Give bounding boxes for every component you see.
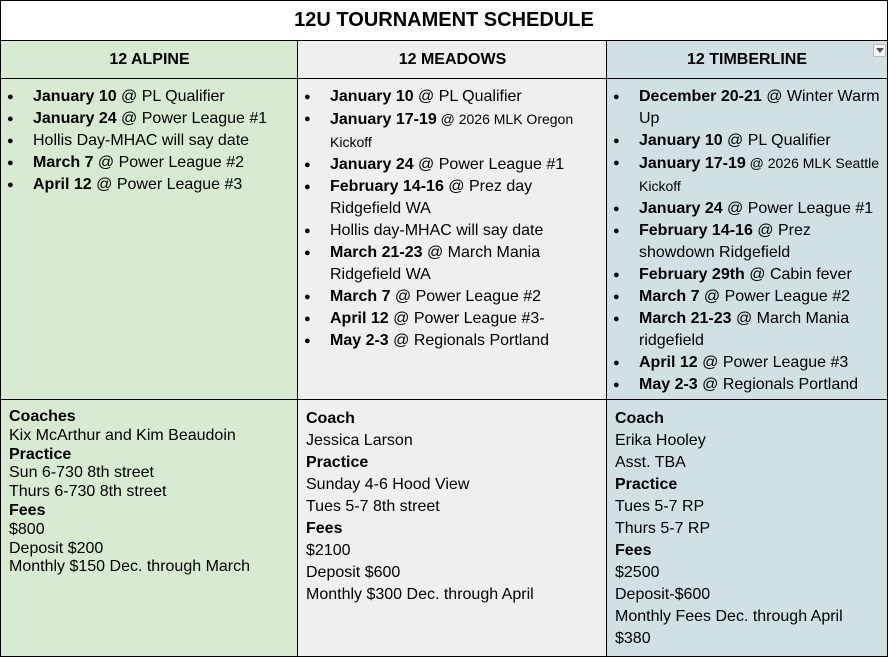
schedule-item xyxy=(639,352,887,374)
info-line: Deposit $600 xyxy=(306,564,401,581)
schedule-event: @ Power League #1 xyxy=(722,200,874,217)
schedule-item xyxy=(639,286,887,308)
schedule-event: @ Cabin fever xyxy=(744,266,852,283)
schedule-date: February 29th xyxy=(639,266,745,283)
schedule-item xyxy=(330,86,607,108)
schedule-list xyxy=(607,86,887,396)
schedule-event: @ Power League #1 xyxy=(413,156,565,173)
schedule-event: @ 2026 MLK Oregon Kickoff xyxy=(330,111,574,150)
info-line: Asst. TBA xyxy=(615,454,686,471)
schedule-date: January 17-19 xyxy=(330,111,437,128)
schedule-item xyxy=(330,108,607,154)
schedule-date: February 14-16 xyxy=(330,178,444,195)
schedule-date: January 10 xyxy=(330,88,414,105)
info-heading: Practice xyxy=(615,476,678,493)
schedule-item xyxy=(330,176,607,220)
schedule-event: @ Power League #3- xyxy=(388,310,545,327)
schedule-date: January 24 xyxy=(330,156,414,173)
schedule-list xyxy=(298,86,607,352)
schedule-event: @ PL Qualifier xyxy=(413,88,522,105)
info-heading: Coach xyxy=(306,410,355,427)
schedule-item xyxy=(33,174,298,196)
info-line: Sunday 4-6 Hood View xyxy=(306,476,470,493)
schedule-list xyxy=(1,86,298,196)
schedule-item xyxy=(330,308,607,330)
schedule-event: @ March Mania Ridgefield WA xyxy=(330,244,541,283)
info-heading: Coach xyxy=(615,410,664,427)
schedule-date: March 7 xyxy=(639,288,700,305)
schedule-item xyxy=(33,86,298,108)
info-line: Deposit-$600 xyxy=(615,586,711,603)
info-heading: Practice xyxy=(306,454,369,471)
schedule-event: @ Power League #1 xyxy=(116,110,268,127)
schedule-event: @ Power League #2 xyxy=(699,288,851,305)
schedule-item xyxy=(639,374,887,396)
schedule-date: April 12 xyxy=(639,354,698,371)
schedule-item xyxy=(639,198,887,220)
schedule-item xyxy=(639,220,887,264)
info-line: $800 xyxy=(9,520,45,538)
info-line: $2100 xyxy=(306,542,351,559)
info-line: Erika Hooley xyxy=(615,432,706,449)
info-line: Kix McArthur and Kim Beaudoin xyxy=(9,426,236,444)
schedule-event: Hollis day-MHAC will say date xyxy=(330,222,544,239)
schedule-event: @ PL Qualifier xyxy=(116,88,225,105)
table-title: 12U TOURNAMENT SCHEDULE xyxy=(0,0,888,41)
schedule-event: @ Power League #2 xyxy=(93,154,245,171)
column-header-meadows: 12 MEADOWS xyxy=(298,41,607,79)
info-heading: Practice xyxy=(9,445,72,463)
schedule-date: March 21-23 xyxy=(330,244,423,261)
schedule-date: April 12 xyxy=(330,310,389,327)
schedule-date: January 24 xyxy=(639,200,723,217)
info-line: Tues 5-7 8th street xyxy=(306,498,440,515)
column-alpine xyxy=(0,41,298,657)
schedule-item xyxy=(639,264,887,286)
schedule-item xyxy=(330,154,607,176)
schedule-item xyxy=(639,86,887,130)
column-header-alpine: 12 ALPINE xyxy=(1,41,298,79)
schedule-item xyxy=(639,130,887,152)
schedule-item xyxy=(330,242,607,286)
schedule-date: April 12 xyxy=(33,176,92,193)
info-line: Thurs 6-730 8th street xyxy=(9,483,167,501)
info-line: Sun 6-730 8th street xyxy=(9,464,154,482)
schedule-event: @ PL Qualifier xyxy=(722,132,831,149)
schedule-cell-meadows xyxy=(298,79,607,400)
schedule-event: @ Prez day Ridgefield WA xyxy=(330,178,533,217)
schedule-date: May 2-3 xyxy=(639,376,698,393)
schedule-event: @ Regionals Portland xyxy=(388,332,550,349)
schedule-event: @ Prez showdown Ridgefield xyxy=(639,222,811,261)
info-cell-meadows xyxy=(298,400,607,656)
schedule-item xyxy=(33,130,298,152)
schedule-event: @ Winter Warm Up xyxy=(639,88,880,127)
column-timberline xyxy=(606,41,888,657)
schedule-event: Hollis Day-MHAC will say date xyxy=(33,132,250,149)
column-header-label: 12 TIMBERLINE xyxy=(686,50,807,68)
info-cell-alpine xyxy=(1,400,298,656)
schedule-item xyxy=(33,108,298,130)
info-line: Deposit $200 xyxy=(9,539,104,557)
schedule-item xyxy=(33,152,298,174)
schedule-item xyxy=(639,152,887,198)
schedule-date: January 17-19 xyxy=(639,155,746,172)
column-header-timberline xyxy=(607,41,887,79)
schedule-item xyxy=(330,286,607,308)
column-meadows xyxy=(297,41,607,657)
schedule-date: May 2-3 xyxy=(330,332,389,349)
schedule-event: @ Power League #2 xyxy=(390,288,542,305)
schedule-event: @ Power League #3 xyxy=(91,176,243,193)
info-line: Tues 5-7 RP xyxy=(615,498,705,515)
info-heading: Fees xyxy=(9,501,46,519)
info-line: Monthly $150 Dec. through March xyxy=(9,558,251,576)
schedule-item xyxy=(639,308,887,352)
schedule-item xyxy=(330,220,607,242)
info-heading: Fees xyxy=(306,520,343,537)
schedule-event: @ 2026 MLK Seattle Kickoff xyxy=(639,155,880,194)
schedule-event: @ March Mania ridgefield xyxy=(639,310,850,349)
info-line: Jessica Larson xyxy=(306,432,413,449)
schedule-date: December 20-21 xyxy=(639,88,762,105)
info-line: $2500 xyxy=(615,564,660,581)
info-heading: Fees xyxy=(615,542,652,559)
schedule-event: @ Power League #3 xyxy=(697,354,849,371)
schedule-date: January 10 xyxy=(33,88,117,105)
schedule-date: March 7 xyxy=(33,154,94,171)
schedule-date: January 10 xyxy=(639,132,723,149)
info-line: Monthly Fees Dec. through April $380 xyxy=(615,608,843,647)
schedule-date: January 24 xyxy=(33,110,117,127)
schedule-date: March 21-23 xyxy=(639,310,732,327)
schedule-item xyxy=(330,330,607,352)
info-cell-timberline xyxy=(607,400,887,656)
schedule-cell-alpine xyxy=(1,79,298,400)
schedule-date: March 7 xyxy=(330,288,391,305)
info-heading: Coaches xyxy=(9,408,76,425)
info-line: Thurs 5-7 RP xyxy=(615,520,711,537)
info-line: Monthly $300 Dec. through April xyxy=(306,586,534,603)
schedule-cell-timberline xyxy=(607,79,887,400)
schedule-date: February 14-16 xyxy=(639,222,753,239)
filter-dropdown-icon[interactable] xyxy=(873,44,886,57)
schedule-event: @ Regionals Portland xyxy=(697,376,859,393)
